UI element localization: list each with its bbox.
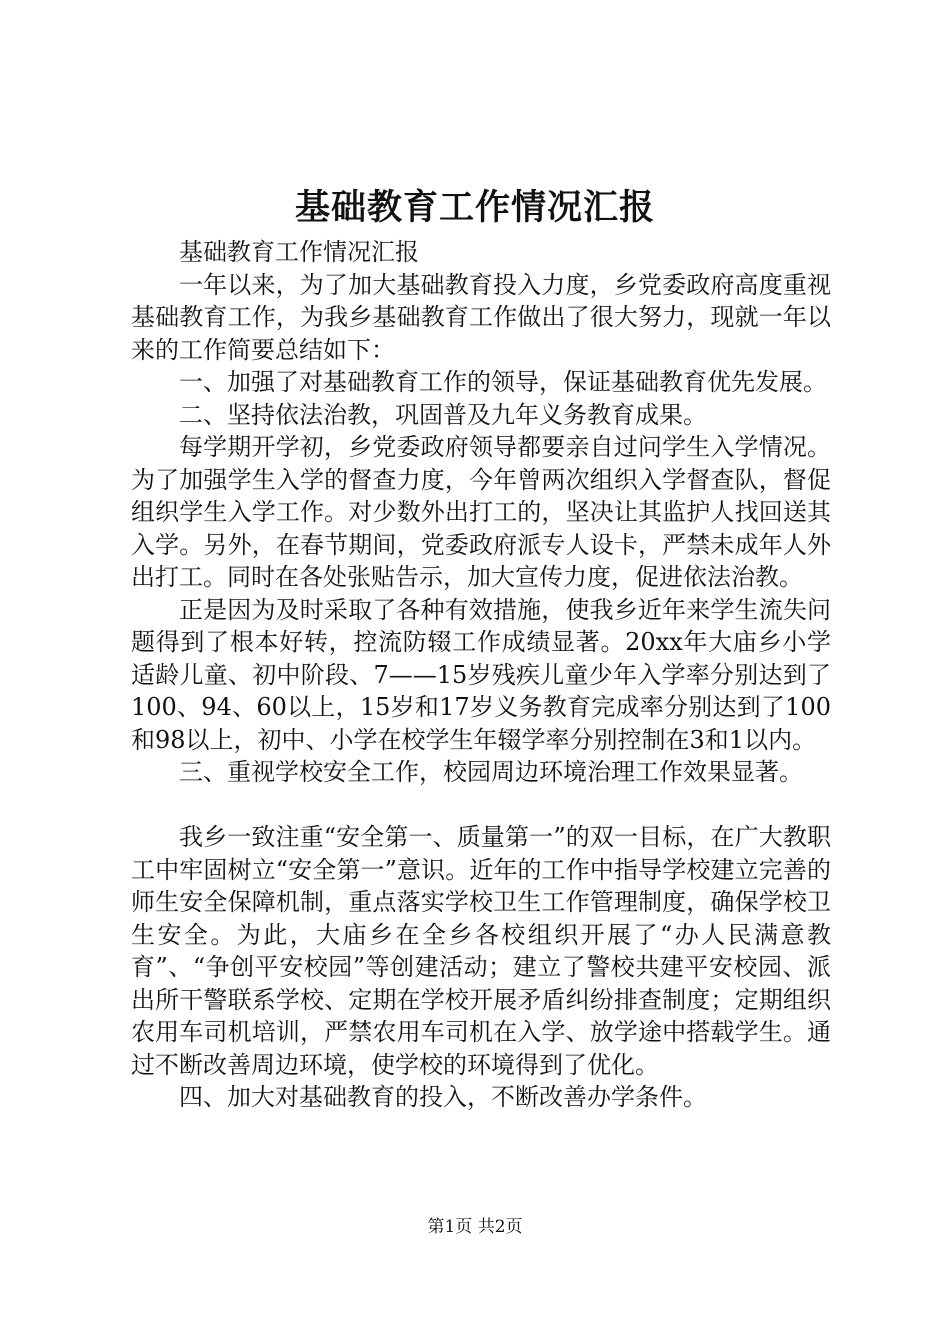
blank-line <box>131 789 831 822</box>
paragraph-section-1: 一、加强了对基础教育工作的领导，保证基础教育优先发展。 <box>179 368 827 396</box>
document-body <box>131 236 831 1114</box>
document-title: 基础教育工作情况汇报 <box>294 187 655 228</box>
paragraph-safety: 我乡一致注重“安全第一、质量第一”的双一目标，在广大教职工中牢固树立“安全第一”意识。近年的工作中指导学校建立完善的师生安全保障机制，重点落实学校卫生工作管理制度，确保学校卫生安全。为此，大庙乡在全乡各校组织开展了“办人民满意教育”、“争创平安校园”等创建活动；建立了警校共建平安校园、派出所干警联系学校、定期在学校开展矛盾纠纷排查制度；定期组织农用车司机培训，严禁农用车司机在入学、放学途中搭载学生。通过不断改善周边环境，使学校的环境得到了优化。 <box>131 823 831 1079</box>
paragraph-intro: 一年以来，为了加大基础教育投入力度，乡党委政府高度重视基础教育工作，为我乡基础教育工作做出了很大努力，现就一年以来的工作简要总结如下： <box>131 270 831 364</box>
paragraph-section-4: 四、加大对基础教育的投入，不断改善办学条件。 <box>179 1083 707 1111</box>
paragraph-results: 正是因为及时采取了各种有效措施，使我乡近年来学生流失问题得到了根本好转，控流防辍工作成绩显著。20xx年大庙乡小学适龄儿童、初中阶段、7——15岁残疾儿童少年入学率分别达到了100、94、60以上，15岁和17岁义务教育完成率分别达到了100和98以上，初中、小学在校学生年辍学率分别控制在3和1以内。 <box>131 595 831 754</box>
paragraph-enrollment: 每学期开学初，乡党委政府领导都要亲自过问学生入学情况。为了加强学生入学的督查力度，今年曾两次组织入学督查队，督促组织学生入学工作。对少数外出打工的，坚决让其监护人找回送其入学。另外，在春节期间，党委政府派专人设卡，严禁未成年人外出打工。同时在各处张贴告示，加大宣传力度，促进依法治教。 <box>131 433 831 591</box>
paragraph-section-3: 三、重视学校安全工作，校园周边环境治理工作效果显著。 <box>179 758 803 786</box>
page-footer: 第1页 共2页 <box>427 1217 523 1237</box>
paragraph-heading-repeat: 基础教育工作情况汇报 <box>179 238 419 266</box>
paragraph-section-2: 二、坚持依法治教，巩固普及九年义务教育成果。 <box>179 400 707 429</box>
